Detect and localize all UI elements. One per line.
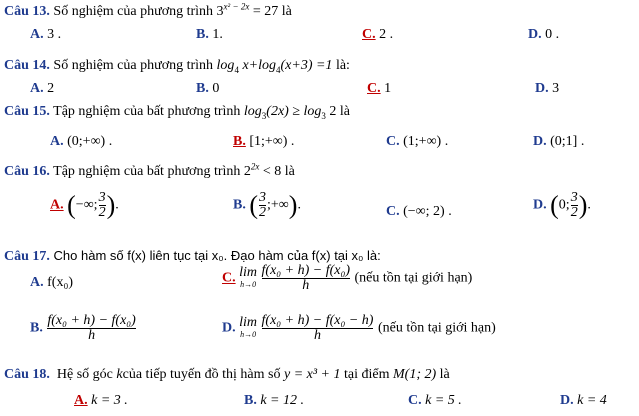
q15-number: Câu 15. xyxy=(4,104,50,119)
option-label: B. xyxy=(233,197,246,213)
option-value: k = 5 . xyxy=(425,393,462,408)
q15-tail: là xyxy=(339,104,351,119)
option-label: D. xyxy=(560,393,574,408)
fraction: $\frac{3}{2}$ xyxy=(98,190,106,220)
q13-option-d[interactable] xyxy=(528,26,559,44)
q18-stem xyxy=(4,366,450,384)
limit: lim h→0 xyxy=(239,264,258,289)
limit: lim h→0 xyxy=(239,314,258,339)
option-value: 0; xyxy=(558,197,570,213)
q15-option-a[interactable] xyxy=(50,133,112,151)
q14-base1: 4 xyxy=(234,64,239,75)
option-value: ;+∞ xyxy=(267,197,289,213)
option-value: f(x₀) xyxy=(47,275,73,290)
q13-tail: là xyxy=(281,4,292,19)
option-label: D. xyxy=(533,134,547,149)
q18-number: Câu 18. xyxy=(4,367,50,382)
q18-function: y = x³ + 1 xyxy=(283,367,341,382)
option-label: C. xyxy=(386,134,400,149)
option-label: D. xyxy=(533,197,547,213)
q17-option-b[interactable] xyxy=(30,314,137,343)
q16-stem xyxy=(4,163,295,181)
option-value: (0;1] . xyxy=(550,134,585,149)
option-label: B. xyxy=(196,27,209,42)
fraction: $\frac{3}{2}$ xyxy=(570,190,578,220)
q18-text3: tại điểm xyxy=(344,367,390,382)
symmetric-quotient: $\frac{\text{f(x₀ + h) − f(x₀ − h)}}{h}$ xyxy=(261,313,374,343)
q16-tail: là xyxy=(284,164,295,179)
q13-option-c[interactable] xyxy=(362,26,393,44)
option-label: C. xyxy=(386,204,400,219)
q18-option-b[interactable] xyxy=(244,392,304,410)
q16-base: 2 xyxy=(243,164,251,179)
option-value: 0 . xyxy=(545,27,560,42)
q16-rhs: < 8 xyxy=(262,164,282,179)
q17-text: Cho hàm số f(x) liên tục tại x₀. Đạo hàm của f(x) tại x₀ là: xyxy=(53,248,381,263)
q17-number: Câu 17. xyxy=(4,249,50,264)
q14-expr1: x+log xyxy=(238,58,276,73)
option-label: A. xyxy=(30,27,44,42)
q13-base: 3 xyxy=(216,4,224,19)
q15-expr2: 2 xyxy=(325,104,337,119)
option-value: 3 . xyxy=(47,27,62,42)
q18-text: Hệ số góc xyxy=(56,367,113,382)
q18-k: k xyxy=(116,367,123,382)
option-value: (−∞; 2) . xyxy=(403,204,452,219)
option-value: 2 xyxy=(47,81,55,96)
q15-expr1: (2x) ≥ log xyxy=(266,104,322,119)
option-value: 1. xyxy=(212,27,223,42)
q18-option-c[interactable] xyxy=(408,392,462,410)
q13-rhs: = 27 xyxy=(252,4,279,19)
q15-text: Tập nghiệm của bất phương trình xyxy=(53,104,241,119)
q14-option-a[interactable] xyxy=(30,80,54,98)
q17-option-c[interactable] xyxy=(222,264,472,293)
correct-option-label: C. xyxy=(222,270,236,286)
q14-stem xyxy=(4,57,350,75)
q14-expr2: (x+3) =1 xyxy=(280,58,333,73)
q14-log1: log xyxy=(216,58,235,73)
q16-exponent: 2x xyxy=(250,161,260,172)
q13-option-a[interactable] xyxy=(30,26,61,44)
option-value: 2 . xyxy=(379,27,394,42)
fraction: $\frac{3}{2}$ xyxy=(259,190,267,220)
option-label: A. xyxy=(30,275,44,290)
q14-base2: 4 xyxy=(276,64,281,75)
q14-number: Câu 14. xyxy=(4,58,50,73)
option-label: D. xyxy=(528,27,542,42)
difference-quotient: $\frac{\text{f(x₀ + h) − f(x₀)}}{h}$ xyxy=(47,313,136,343)
q13-stem xyxy=(4,3,292,21)
option-value: k = 3 . xyxy=(91,393,128,408)
q13-exponent: x² − 2x xyxy=(223,1,250,12)
option-label: A. xyxy=(30,81,44,96)
correct-option-label: B. xyxy=(233,134,246,149)
q16-option-d[interactable]: D. (0; $\frac{3}{2}$ ). xyxy=(533,190,591,220)
option-label: D. xyxy=(222,320,236,336)
q16-option-b[interactable]: B. ( $\frac{3}{2}$ ;+∞). xyxy=(233,190,301,220)
q18-point: M(1; 2) xyxy=(393,367,437,382)
option-value: 3 xyxy=(552,81,560,96)
q14-option-b[interactable] xyxy=(196,80,219,98)
option-value: (1;+∞) . xyxy=(403,134,449,149)
q15-stem xyxy=(4,103,350,121)
option-value: (0;+∞) . xyxy=(67,134,113,149)
correct-option-label: A. xyxy=(50,197,64,213)
limit-note: (nếu tồn tại giới hạn) xyxy=(354,270,473,286)
q13-number: Câu 13. xyxy=(4,4,50,19)
q17-option-a[interactable] xyxy=(30,274,73,292)
q14-tail: là: xyxy=(335,58,350,73)
option-label: A. xyxy=(50,134,64,149)
q18-option-a[interactable] xyxy=(74,392,128,410)
q16-number: Câu 16. xyxy=(4,164,50,179)
q16-option-a[interactable]: A. (−∞; $\frac{3}{2}$ ). xyxy=(50,190,119,220)
option-label: B. xyxy=(196,81,209,96)
q14-option-d[interactable] xyxy=(535,80,559,98)
q16-text: Tập nghiệm của bất phương trình xyxy=(53,164,241,179)
q15-base2: 3 xyxy=(321,110,326,121)
correct-option-label: C. xyxy=(367,81,381,96)
option-value: 0 xyxy=(212,81,220,96)
option-label: D. xyxy=(535,81,549,96)
q15-option-b[interactable] xyxy=(233,133,294,151)
correct-option-label: C. xyxy=(362,27,376,42)
option-label: C. xyxy=(408,393,422,408)
option-label: B. xyxy=(30,320,43,336)
q16-option-c[interactable] xyxy=(386,203,452,221)
q13-option-b[interactable] xyxy=(196,26,223,44)
q18-option-d[interactable] xyxy=(560,392,607,410)
q17-option-d[interactable] xyxy=(222,314,496,343)
q18-tail: là xyxy=(439,367,450,382)
option-value: k = 4 xyxy=(577,393,607,408)
q14-text: Số nghiệm của phương trình xyxy=(53,58,214,73)
difference-quotient: $\frac{\text{f(x₀ + h) − f(x₀)}}{h}$ xyxy=(261,263,350,293)
q15-base1: 3 xyxy=(261,110,267,121)
option-value: 1 xyxy=(384,81,392,96)
option-value: k = 12 . xyxy=(260,393,305,408)
option-value: −∞; xyxy=(75,197,98,213)
q15-option-d[interactable] xyxy=(533,133,584,151)
q14-option-c[interactable] xyxy=(367,80,391,98)
q15-log1: log xyxy=(243,104,262,119)
option-label: B. xyxy=(244,393,257,408)
q18-text2: của tiếp tuyến đồ thị hàm số xyxy=(122,367,281,382)
correct-option-label: A. xyxy=(74,393,88,408)
q15-option-c[interactable] xyxy=(386,133,448,151)
limit-note: (nếu tồn tại giới hạn) xyxy=(377,320,496,336)
option-value: [1;+∞) . xyxy=(249,134,295,149)
q13-text: Số nghiệm của phương trình xyxy=(53,4,214,19)
